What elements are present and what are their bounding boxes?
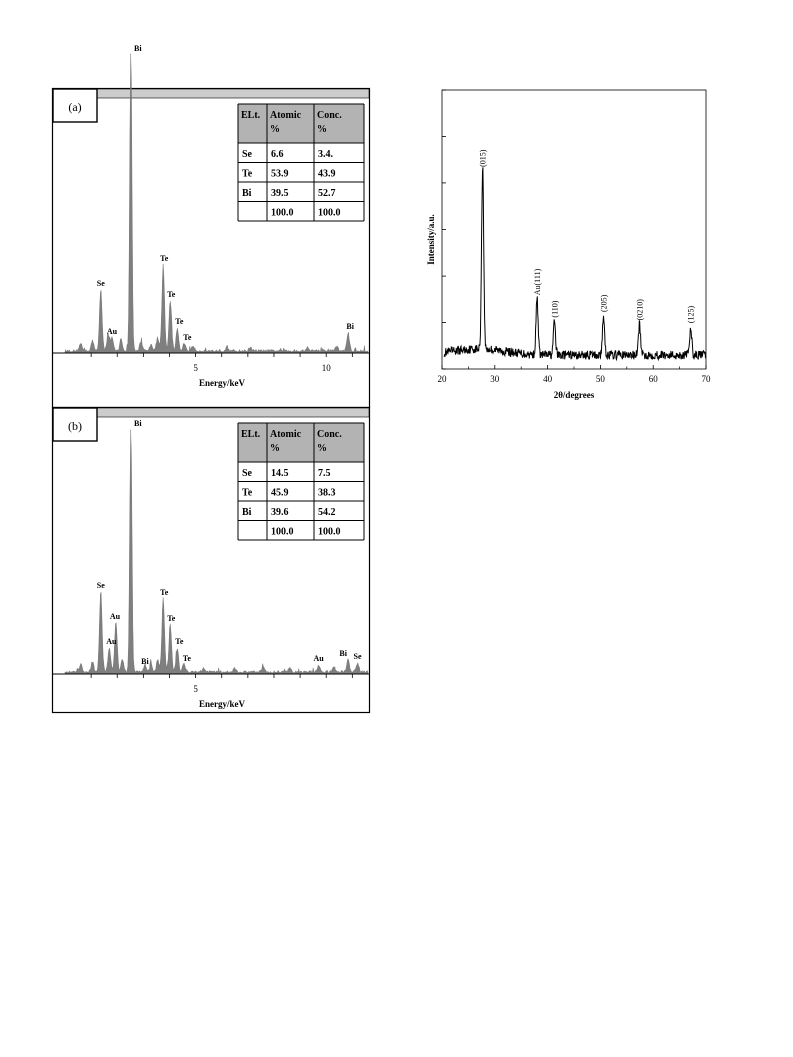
table-row-bg: [238, 182, 364, 202]
peak-label: Te: [182, 654, 191, 663]
table-cell: Se: [242, 149, 252, 160]
peak-label: Bi: [346, 322, 354, 331]
x-tick-label: 5: [193, 684, 198, 694]
peak-label: Te: [183, 333, 192, 342]
x-tick-label: 20: [437, 374, 447, 384]
table-header-cell: Atomic %: [270, 110, 302, 135]
peak-label: (125): [686, 305, 696, 324]
panel-label: (a): [68, 100, 82, 114]
x-tick-label: 70: [701, 374, 711, 384]
peak-label: Te: [167, 290, 176, 299]
table-cell: 7.5: [318, 468, 331, 479]
table-row-bg: [238, 501, 364, 521]
xrd-line: [444, 167, 705, 359]
peak-label: Se: [96, 279, 105, 288]
peak-label: Bi: [339, 649, 347, 658]
table-cell: 43.9: [318, 168, 336, 180]
table-cell: 39.6: [271, 507, 289, 518]
table-cell: 100.0: [318, 526, 341, 538]
x-tick-label: 50: [595, 374, 605, 384]
table-header-cell: Conc. %: [317, 110, 342, 135]
table-cell: 14.5: [271, 468, 289, 479]
peak-label: Se: [96, 581, 105, 590]
peak-label: Te: [175, 637, 184, 646]
table-header-cell: Conc. %: [317, 429, 342, 454]
table-cell: Se: [242, 468, 252, 479]
peak-label: Au(111): [532, 268, 542, 296]
table-header-cell: ELt.: [241, 429, 261, 440]
peak-label: Au: [313, 654, 324, 663]
table-header-cell: ELt.: [241, 110, 261, 121]
table-row-bg: [238, 482, 364, 502]
table-cell: 100.0: [271, 207, 294, 219]
peak-label: Bi: [141, 657, 149, 666]
peak-label: Bi: [134, 44, 142, 53]
x-tick-label: 30: [490, 374, 500, 384]
x-axis-label: Energy/keV: [199, 699, 245, 709]
panel-header-bar: [53, 89, 369, 98]
table-cell: Bi: [242, 507, 252, 518]
table-cell: 52.7: [318, 188, 336, 199]
table-row-bg: [238, 163, 364, 183]
x-axis-label: 2θ/degrees: [553, 390, 595, 400]
panel-label: (b): [68, 419, 82, 433]
table-cell: 53.9: [271, 168, 289, 180]
table-cell: Bi: [242, 188, 252, 199]
peak-label: (0210): [635, 299, 645, 321]
x-tick-label: 10: [321, 363, 331, 373]
peak-label: (205): [599, 294, 609, 312]
table-cell: 39.5: [271, 188, 289, 199]
table-cell: 100.0: [271, 526, 294, 538]
table-cell: 38.3: [318, 487, 336, 499]
table-row-bg: [238, 462, 364, 482]
peak-label: Bi: [134, 419, 142, 428]
x-axis-label: Energy/keV: [199, 378, 245, 388]
table-cell: 45.9: [271, 487, 289, 499]
peak-label: (110): [550, 300, 560, 318]
table-cell: Te: [242, 487, 253, 499]
x-tick-label: 5: [193, 363, 198, 373]
peak-label: Au: [106, 637, 117, 646]
peak-label: Te: [160, 588, 169, 597]
edx-spectrum-b: [52, 407, 372, 713]
table-cell: Te: [242, 168, 253, 180]
peak-label: Au: [106, 327, 118, 336]
x-tick-label: 60: [648, 374, 658, 384]
table-cell: 100.0: [318, 207, 341, 219]
xrd-pattern: [422, 86, 717, 416]
x-tick-label: 40: [543, 374, 553, 384]
table-cell: 6.6: [271, 149, 284, 160]
y-axis-label: Intensity/a.u.: [426, 214, 436, 265]
peak-label: Te: [167, 614, 176, 623]
edx-spectrum-a: [52, 44, 372, 408]
table-row-bg: [238, 143, 364, 163]
table-row-bg: [238, 202, 364, 222]
table-row-bg: [238, 521, 364, 541]
panel-header-bar: [53, 408, 369, 417]
peak-label: Se: [353, 652, 362, 661]
table-cell: 3.4.: [318, 149, 333, 160]
peak-label: (015): [478, 149, 488, 167]
peak-label: Te: [175, 317, 184, 326]
peak-label: Au: [109, 612, 121, 621]
table-header-cell: Atomic %: [270, 429, 302, 454]
table-cell: 54.2: [318, 507, 336, 518]
peak-label: Te: [160, 254, 169, 263]
